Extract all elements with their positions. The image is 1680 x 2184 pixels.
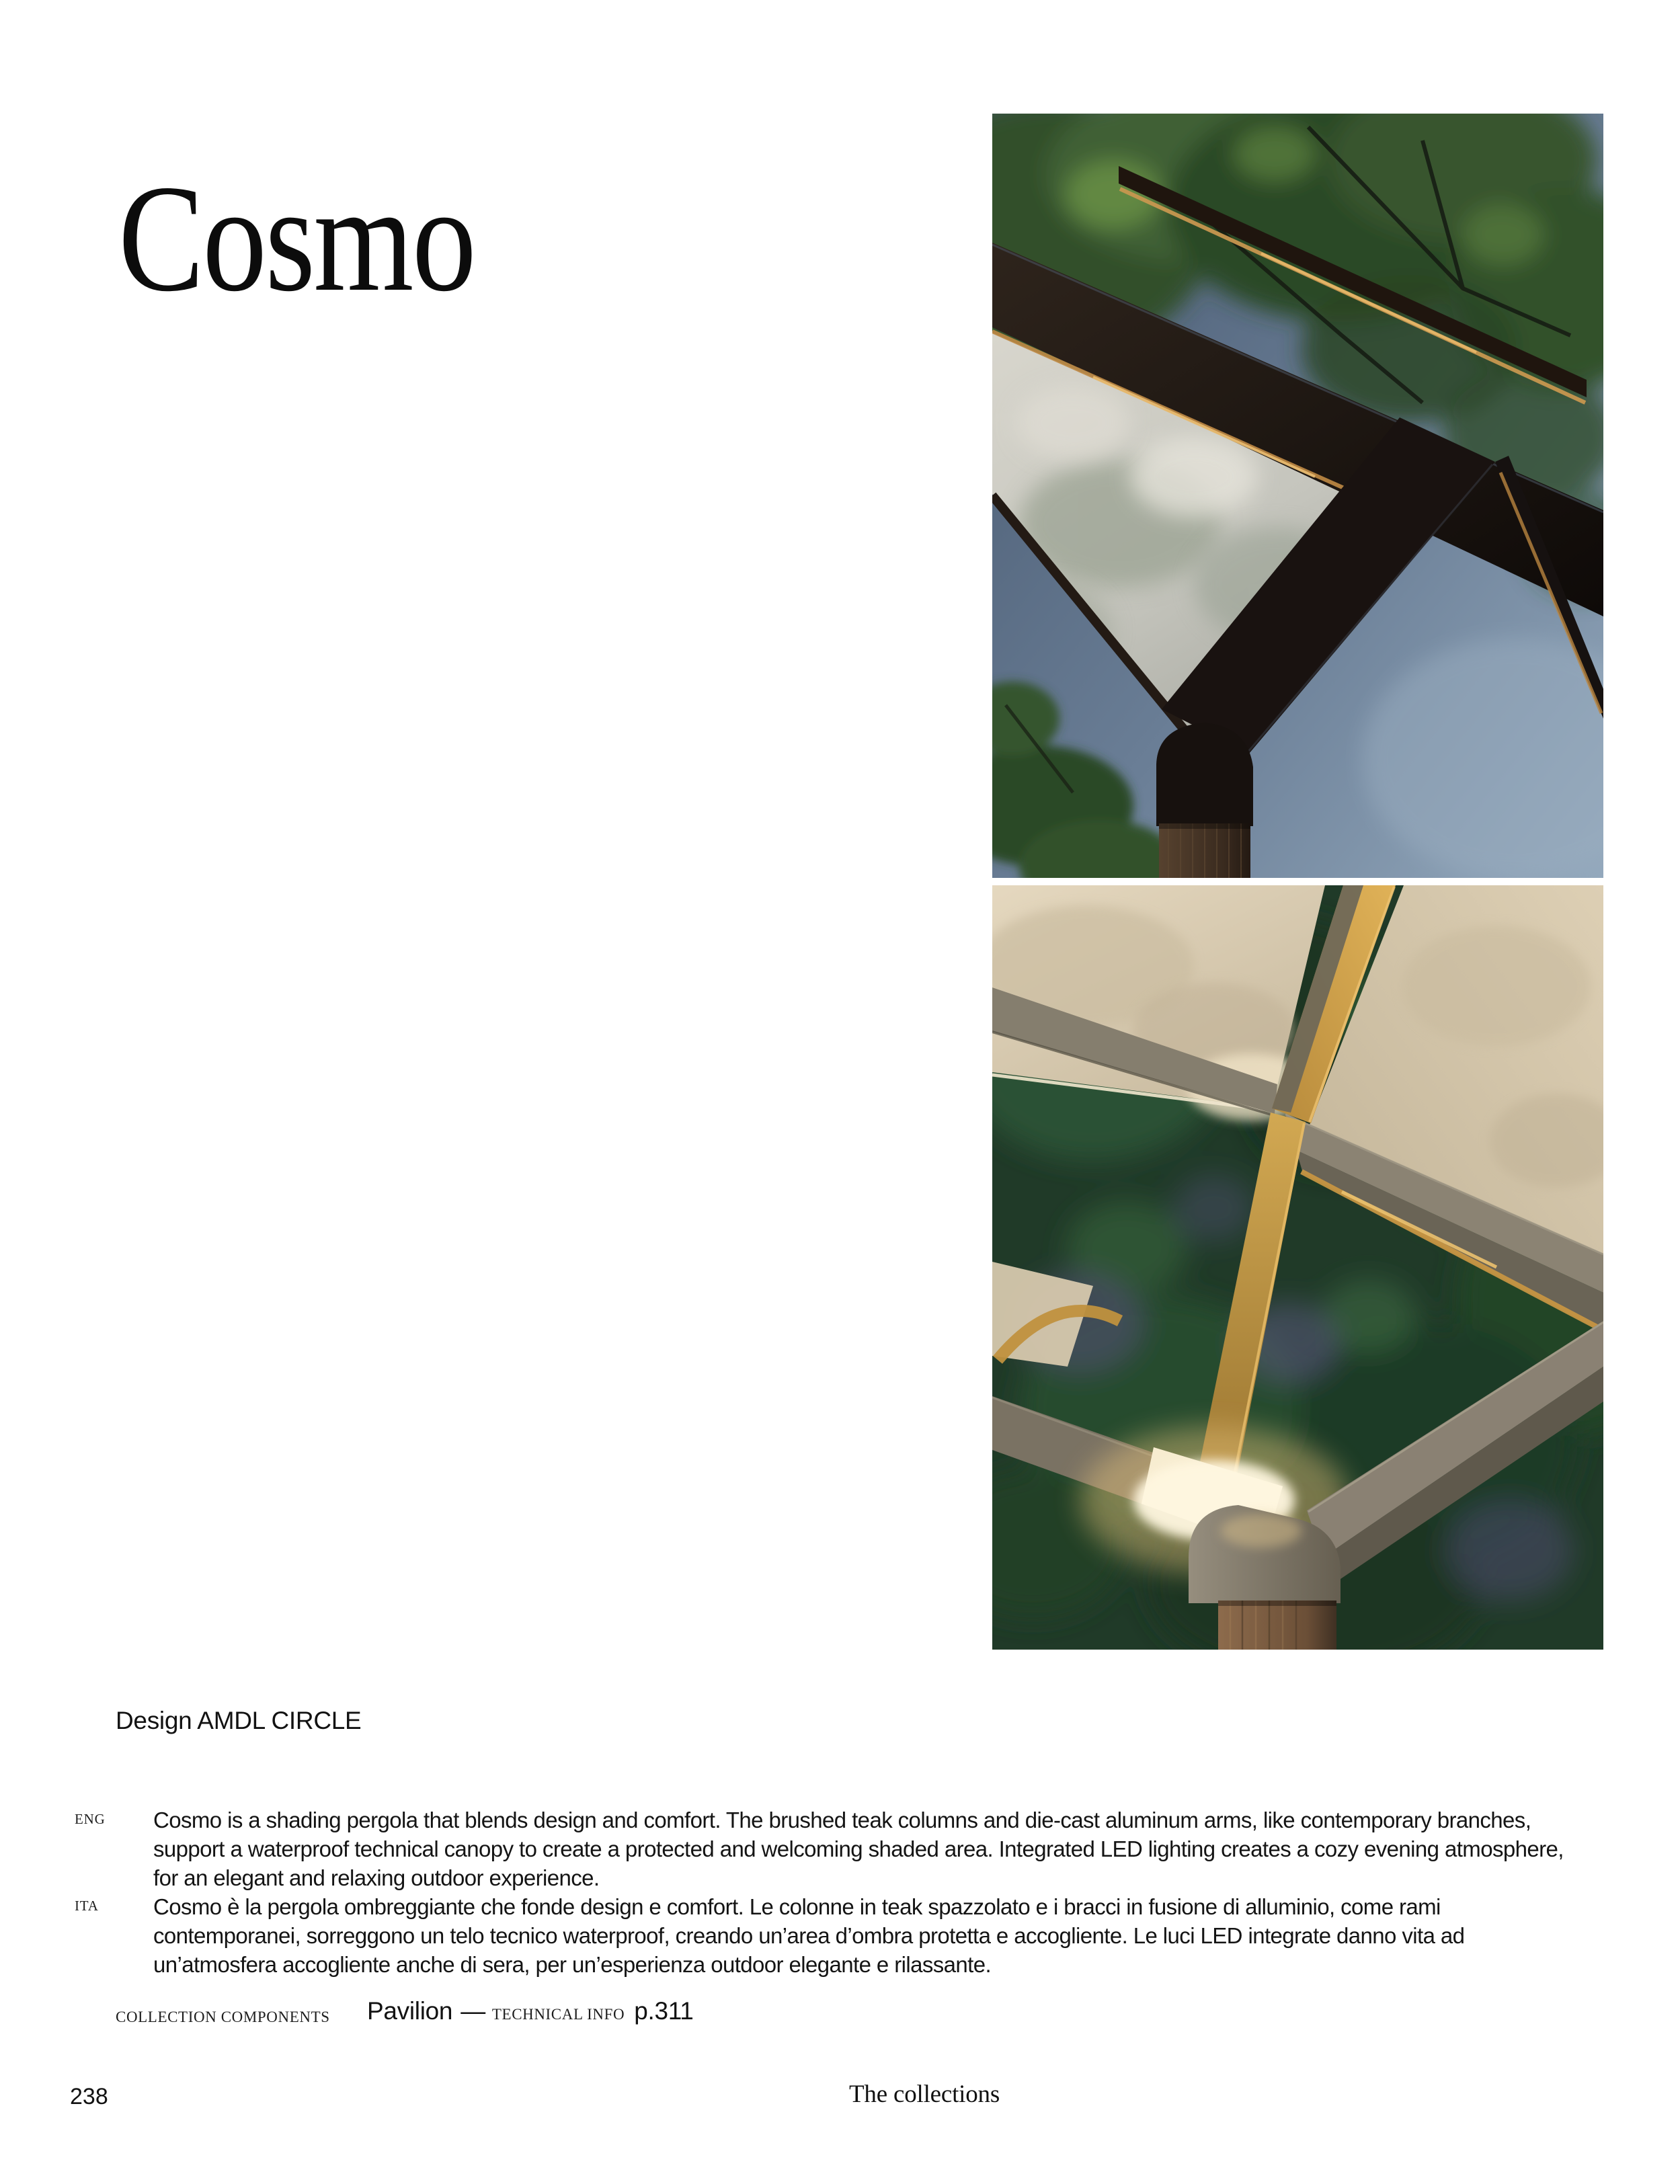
footer-section-title: The collections	[849, 2080, 1000, 2108]
description-english: Cosmo is a shading pergola that blends design and comfort. The brushed teak columns and die-cast aluminum arms, like contemporary branches, support a waterproof technical canopy to create a protected and welcoming shaded area. Integrated LED lighting creates a cozy evening atmosphere, for an elegant and relaxing outdoor experience.	[153, 1808, 1564, 1890]
language-label-eng: ENG	[75, 1811, 106, 1827]
collection-components-value	[367, 1997, 694, 2025]
product-description	[153, 1806, 1578, 1979]
pergola-canopy-illustration	[992, 885, 1603, 1650]
collection-components-label: COLLECTION COMPONENTS	[116, 2009, 330, 2025]
technical-info-page-ref: p.311	[634, 1997, 694, 2025]
photo-pergola-dusk-sky	[992, 114, 1603, 878]
pergola-dusk-illustration	[992, 114, 1603, 878]
designer-credit: Design AMDL CIRCLE	[116, 1707, 362, 1734]
technical-info-label: TECHNICAL INFO	[491, 2006, 625, 2023]
page-number: 238	[70, 2084, 108, 2109]
component-name: Pavilion	[367, 1997, 453, 2025]
language-label-ita: ITA	[75, 1898, 99, 1914]
photo-canopy-led-detail	[992, 885, 1603, 1650]
separator-dash: —	[461, 1997, 485, 2025]
page-title: Cosmo	[118, 153, 475, 323]
description-italian: Cosmo è la pergola ombreggiante che fonde design e comfort. Le colonne in teak spazzolato e i bracci in fusione di alluminio, come rami contemporanei, sorreggono un telo tecnico waterproof, creando un’area d’ombra protetta e accogliente. Le luci LED integrate danno vita ad un’atmosfera accogliente anche di sera, per un’esperienza outdoor elegante e rilassante.	[153, 1894, 1465, 1977]
